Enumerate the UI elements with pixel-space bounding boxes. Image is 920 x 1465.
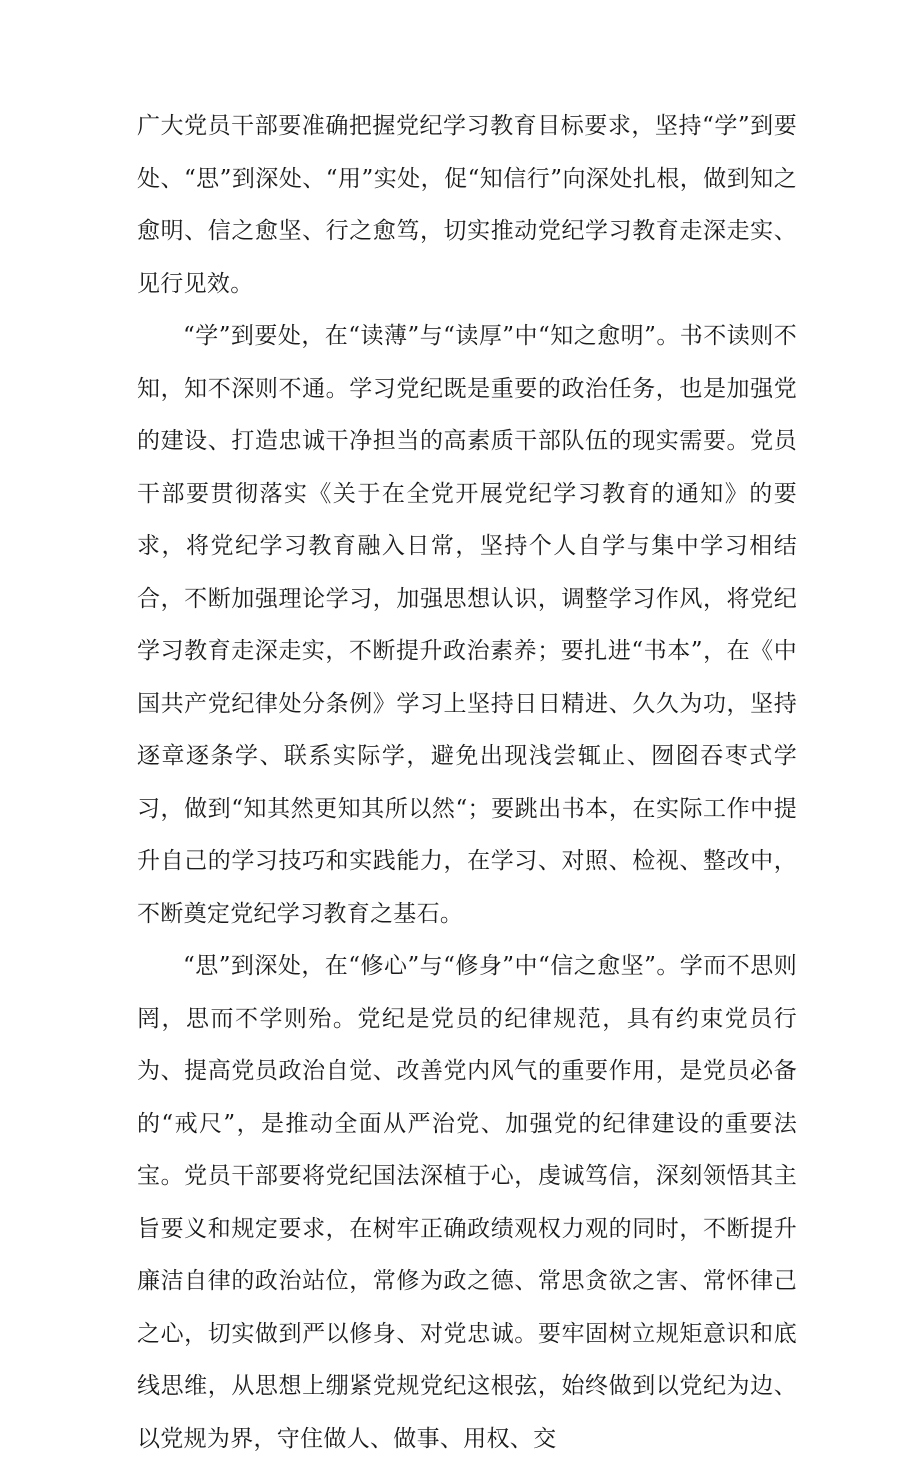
paragraph-think: “思”到深处，在“修心”与“修身”中“信之愈坚”。学而不思则罔，思而不学则殆。党纪是党员的纪律规范，具有约束党员行为、提高党员政治自觉、改善党内风气的重要作用，是党员必备的“戒尺”，是推动全面从严治党、加强党的纪律建设的重要法宝。党员干部要将党纪国法深植于心，虔诚笃信，深刻领悟其主旨要义和规定要求，在树牢正确政绩观权力观的同时，不断提升廉洁自律的政治站位，常修为政之德、常思贪欲之害、常怀律己之心，切实做到严以修身、对党忠诚。要牢固树立规矩意识和底线思维，从思想上绷紧党规党纪这根弦，始终做到以党纪为边、以党规为界，守住做人、做事、用权、交: [137, 953, 797, 1452]
paragraph-intro: 广大党员干部要准确把握党纪学习教育目标要求，坚持“学”到要处、“思”到深处、“用”实处，促“知信行”向深处扎根，做到知之愈明、信之愈坚、行之愈笃，切实推动党纪学习教育走深走实、见行见效。: [137, 113, 797, 297]
document-body: [137, 100, 797, 1465]
paragraph-study: “学”到要处，在“读薄”与“读厚”中“知之愈明”。书不读则不知，知不深则不通。学习党纪既是重要的政治任务，也是加强党的建设、打造忠诚干净担当的高素质干部队伍的现实需要。党员干部要贯彻落实《关于在全党开展党纪学习教育的通知》的要求，将党纪学习教育融入日常，坚持个人自学与集中学习相结合，不断加强理论学习，加强思想认识，调整学习作风，将党纪学习教育走深走实，不断提升政治素养；要扎进“书本”，在《中国共产党纪律处分条例》学习上坚持日日精进、久久为功，坚持逐章逐条学、联系实际学，避免出现浅尝辄止、囫囵吞枣式学习，做到“知其然更知其所以然“；要跳出书本，在实际工作中提升自己的学习技巧和实践能力，在学习、对照、检视、整改中，不断奠定党纪学习教育之基石。: [137, 323, 797, 927]
